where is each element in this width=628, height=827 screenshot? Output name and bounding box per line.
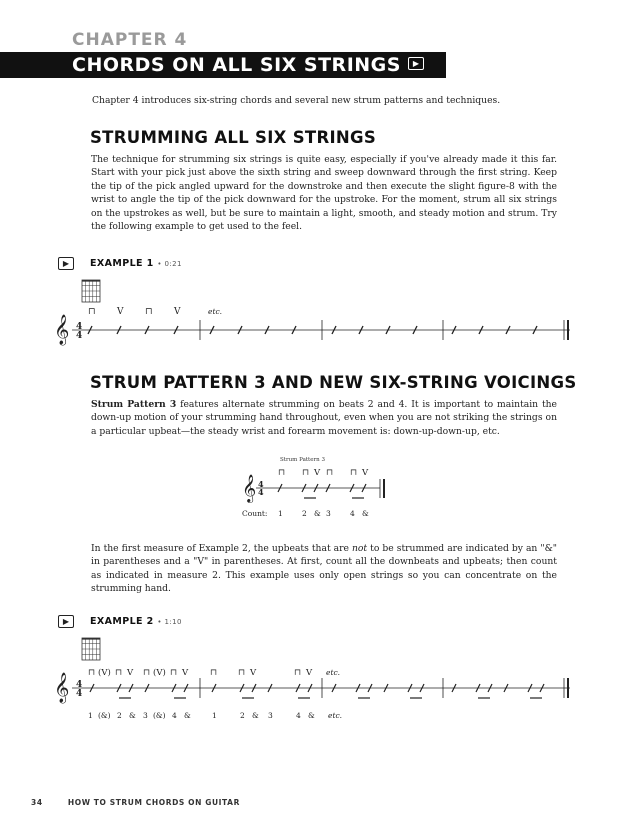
svg-text:4: 4 [76, 680, 83, 690]
svg-text:3: 3 [268, 711, 273, 720]
svg-text:4: 4 [76, 331, 83, 341]
example2-label [90, 616, 182, 627]
svg-text:⊓: ⊓ [238, 668, 246, 678]
svg-text:⊓: ⊓ [88, 668, 96, 678]
svg-text:⊓: ⊓ [170, 668, 178, 678]
svg-text:1: 1 [278, 509, 283, 518]
svg-text:&: & [184, 711, 191, 720]
example1-time: • 0:21 [157, 260, 182, 268]
svg-text:3: 3 [326, 509, 331, 518]
svg-text:3: 3 [143, 711, 148, 720]
etc-label: etc. [208, 307, 223, 316]
treble-clef-icon: 𝄞 [54, 673, 70, 703]
svg-text:⊓: ⊓ [278, 468, 286, 478]
section1-paragraph: The technique for strumming six strings is quite easy, especially if you've already made it this far. Start with your pick just above the sixth string and sweep downward through the first string. Keep the tip of the pick angled upward for the downstroke and then execute the slight figure-8 with the wrist to angle the tip of the pick downward for the upstroke. For the moment, strum all six strings on the upstrokes as well, but be sure to maintain a light, smooth, and steady motion and strum. Try the following example to get used to the feel. [91, 154, 557, 233]
svg-text:&: & [129, 711, 136, 720]
slash-notes [90, 684, 544, 698]
treble-clef-icon: 𝄞 [54, 315, 70, 345]
svg-text:(V): (V) [153, 668, 166, 678]
strum-pattern-figure [240, 452, 390, 524]
example1-staff [50, 272, 580, 352]
svg-text:&: & [314, 509, 321, 518]
svg-text:2: 2 [240, 711, 245, 720]
svg-text:&: & [308, 711, 315, 720]
svg-text:⊓: ⊓ [143, 668, 151, 678]
svg-text:(&): (&) [153, 711, 166, 720]
stroke-mark: ⊓ [145, 307, 153, 317]
svg-text:&: & [362, 509, 369, 518]
svg-text:4: 4 [258, 487, 264, 497]
stroke-mark: V [117, 307, 124, 317]
treble-clef-icon: 𝄞 [242, 474, 257, 502]
svg-text:V: V [314, 468, 321, 478]
svg-text:4: 4 [350, 509, 355, 518]
strum-pattern-term: Strum Pattern 3 [91, 399, 177, 410]
svg-text:&: & [252, 711, 259, 720]
svg-text:V: V [362, 468, 369, 478]
svg-text:⊓: ⊓ [326, 468, 334, 478]
chapter-title: CHORDS ON ALL SIX STRINGS [72, 54, 401, 76]
svg-text:(V): (V) [98, 668, 111, 678]
example1-label [90, 258, 182, 269]
example2-time: • 1:10 [157, 618, 182, 626]
example2-title: EXAMPLE 2 [90, 616, 154, 627]
svg-text:⊓: ⊓ [350, 468, 358, 478]
section2-paragraph: Strum Pattern 3 features alternate strumming on beats 2 and 4. It is important to maintain the down-up motion of your strumming hand throughout, even when you are not striking the strings on a particular upbeat—the steady wrist and forearm movement is: down-up-down-up, etc. [91, 399, 557, 437]
svg-text:⊓: ⊓ [294, 668, 302, 678]
page-footer [31, 798, 240, 807]
svg-text:⊓: ⊓ [115, 668, 123, 678]
time-signature: 4 [76, 322, 83, 332]
svg-text:V: V [127, 668, 134, 678]
svg-text:(&): (&) [98, 711, 111, 720]
pattern-title: Strum Pattern 3 [280, 457, 325, 463]
book-title: HOW TO STRUM CHORDS ON GUITAR [67, 798, 240, 807]
example1-title: EXAMPLE 1 [90, 258, 154, 269]
stroke-mark: V [174, 307, 181, 317]
intro-text: Chapter 4 introduces six-string chords and several new strum patterns and techniques. [92, 95, 501, 106]
svg-text:2: 2 [302, 509, 307, 518]
svg-text:1: 1 [212, 711, 217, 720]
svg-text:4: 4 [258, 479, 264, 489]
audio-track-icon: ▶ [58, 257, 74, 270]
svg-text:⊓: ⊓ [210, 668, 218, 678]
svg-text:1: 1 [88, 711, 93, 720]
svg-text:V: V [182, 668, 189, 678]
svg-text:V: V [250, 668, 257, 678]
stroke-mark: ⊓ [88, 307, 96, 317]
etc-label: etc. [326, 668, 341, 677]
section2-paragraph2: In the first measure of Example 2, the upbeats that are not to be strummed are indicated by an "&" in parentheses and a "V" in parentheses. At first, count all the downbeats and upbeats; then count as indicated in measure 2. This example uses only open strings so you can concentrate on the strumming hand. [91, 543, 557, 595]
svg-text:etc.: etc. [328, 711, 343, 720]
section-heading-strumming: STRUMMING ALL SIX STRINGS [90, 128, 377, 147]
section-heading-strum-pattern: STRUM PATTERN 3 AND NEW SIX-STRING VOICINGS [90, 373, 577, 392]
svg-text:4: 4 [296, 711, 301, 720]
audio-track-icon: ▶ [58, 615, 74, 628]
example2-staff [50, 630, 580, 730]
svg-text:V: V [306, 668, 313, 678]
chord-diagram [82, 638, 100, 660]
chapter-label: CHAPTER 4 [72, 30, 188, 50]
count-label: Count: [242, 509, 268, 518]
audio-track-icon: ▶ [408, 57, 424, 70]
page-number: 34 [31, 798, 43, 807]
svg-text:4: 4 [76, 689, 83, 699]
svg-text:2: 2 [117, 711, 122, 720]
chord-diagram [82, 280, 100, 302]
svg-text:4: 4 [172, 711, 177, 720]
svg-text:⊓: ⊓ [302, 468, 310, 478]
